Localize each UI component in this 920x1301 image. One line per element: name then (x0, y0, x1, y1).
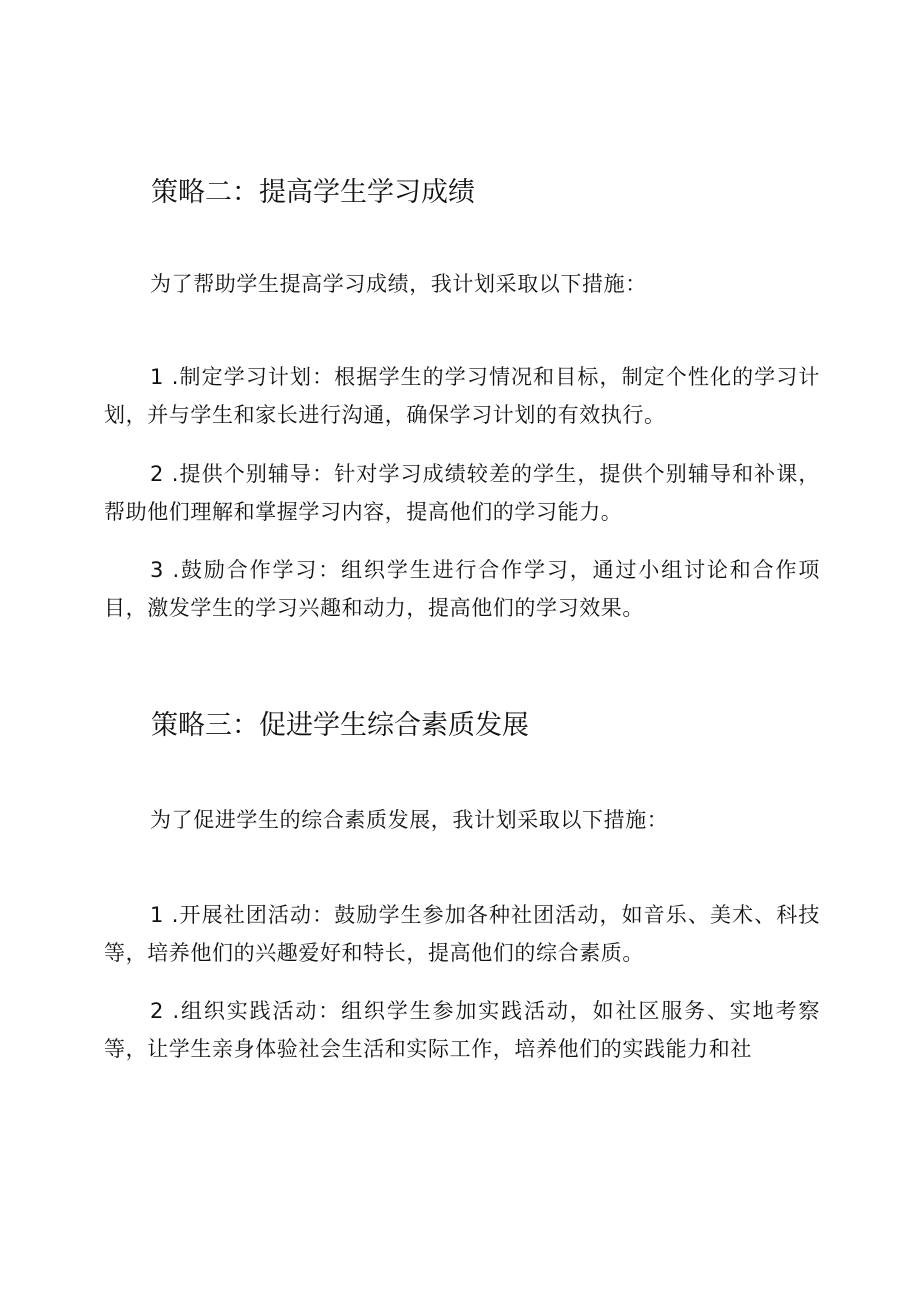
section-2-intro: 为了帮助学生提高学习成绩，我计划采取以下措施： (150, 272, 647, 296)
section-3-intro: 为了促进学生的综合素质发展，我计划采取以下措施： (150, 808, 669, 832)
section-3-item-1: 1 .开展社团活动：鼓励学生参加各种社团活动，如音乐、美术、科技等，培养他们的兴趣爱好和特长，提高他们的综合素质。 (104, 903, 820, 965)
section-3-heading: 策略三：促进学生综合素质发展 (151, 710, 529, 741)
section-2-item-1: 1 .制定学习计划：根据学生的学习情况和目标，制定个性化的学习计划，并与学生和家长进行沟通，确保学习计划的有效执行。 (104, 365, 820, 427)
section-3-item-2: 2 .组织实践活动：组织学生参加实践活动，如社区服务、实地考察等，让学生亲身体验社会生活和实际工作，培养他们的实践能力和社 (104, 999, 820, 1061)
section-2-item-3: 3 .鼓励合作学习：组织学生进行合作学习，通过小组讨论和合作项目，激发学生的学习兴趣和动力，提高他们的学习效果。 (104, 558, 820, 620)
section-2-heading: 策略二：提高学生学习成绩 (151, 177, 475, 208)
section-2-item-2: 2 .提供个别辅导：针对学习成绩较差的学生，提供个别辅导和补课，帮助他们理解和掌握学习内容，提高他们的学习能力。 (104, 462, 820, 524)
